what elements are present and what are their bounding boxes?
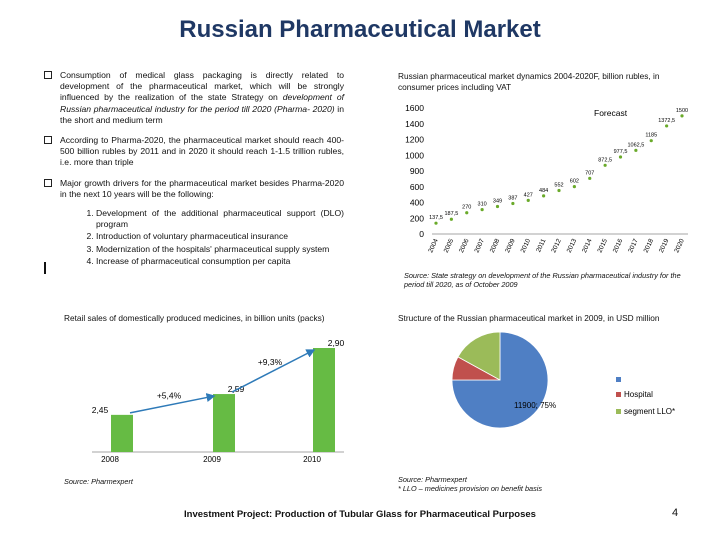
- forecast-label: Forecast: [594, 108, 628, 118]
- x-tick-label: 2007: [473, 237, 486, 254]
- market-structure-source: [398, 475, 542, 493]
- y-tick-label: 900: [409, 166, 424, 176]
- data-label: 187,5: [444, 211, 459, 218]
- retail-sales-source: Source: Pharmexpert: [64, 477, 133, 486]
- bullet-3-text: Major growth drivers for the pharmaceutical market besides Pharma-2020 in the next 10 years will be the following:: [60, 177, 344, 199]
- data-point: [542, 194, 545, 197]
- bar-value-label: 2,90: [327, 338, 345, 348]
- data-point: [496, 205, 499, 208]
- x-tick-label: 2018: [642, 237, 656, 254]
- bullet-3: [44, 178, 344, 267]
- data-point: [573, 185, 576, 188]
- category-label: 2009: [203, 455, 221, 464]
- data-label: 310: [477, 201, 487, 208]
- y-tick-label: 1400: [405, 118, 424, 129]
- x-tick-label: 2008: [488, 237, 502, 254]
- x-tick-label: 2017: [627, 237, 640, 254]
- data-point: [450, 218, 453, 221]
- market-structure-title: Structure of the Russian pharmaceutical market in 2009, in USD million: [398, 313, 660, 323]
- legend-swatch: [616, 409, 621, 414]
- footer-text: Investment Project: Production of Tubular Glass for Pharmaceutical Purposes: [184, 509, 536, 520]
- driver-item: 3. Modernization of the hospitals' pharmaceutical supply system: [96, 244, 344, 255]
- data-label: 602: [569, 178, 579, 185]
- page-number: 4: [672, 507, 679, 519]
- bullet-list: [44, 70, 344, 276]
- legend-label: Hospital: [624, 390, 653, 399]
- market-structure-chart: [398, 330, 718, 470]
- x-tick-label: 2013: [565, 237, 579, 254]
- data-point: [511, 202, 514, 205]
- driver-item: 4. Increase of pharmaceutical consumption per capita: [96, 256, 344, 267]
- bar-value-label: 2,59: [227, 384, 245, 395]
- data-label: 1372,5: [658, 117, 676, 124]
- cursor-mark: [44, 262, 46, 274]
- data-label: 427: [523, 192, 533, 199]
- data-label: 387: [508, 195, 518, 202]
- data-label: 977,5: [613, 149, 628, 156]
- x-tick-label: 2006: [458, 237, 471, 254]
- x-tick-label: 2020: [673, 237, 686, 254]
- data-point: [588, 177, 591, 180]
- x-tick-label: 2011: [535, 237, 548, 254]
- x-tick-label: 2010: [519, 237, 533, 254]
- market-dynamics-source: Source: State strategy on development of the Russian pharmaceutical industry for the period till 2020, as of October 2009: [404, 271, 681, 289]
- market-dynamics-chart: [398, 96, 698, 270]
- category-label: 2010: [303, 455, 321, 464]
- data-label: 137,5: [429, 215, 443, 222]
- bullet-2-text: According to Pharma-2020, the pharmaceutical market should reach 400-500 billion rubles by 2011 and in 2020 it should reach 1-1.5 trillion rubles, i.e. more than triple: [60, 135, 344, 168]
- bullet-1-text: Consumption of medical glass packaging is directly related to development of the pharmaceutical market, which will be strongly influenced by the realization of the state Strategy on: [60, 70, 344, 103]
- driver-item: 2. Introduction of voluntary pharmaceutical insurance: [96, 231, 344, 242]
- data-point: [604, 164, 607, 167]
- slide-title: Russian Pharmaceutical Market: [179, 16, 541, 43]
- llo-footnote: * LLO – medicines provision on benefit basis: [398, 484, 542, 493]
- category-label: 2008: [101, 455, 119, 464]
- data-label: 349: [492, 198, 503, 205]
- bar: [111, 415, 133, 452]
- market-dynamics-title: Russian pharmaceutical market dynamics 2004-2020F, billion rubles, in consumer prices including VAT: [398, 71, 660, 92]
- data-label: 1062,5: [627, 142, 645, 149]
- data-label: 1500: [675, 107, 689, 114]
- growth-label: +5,4%: [156, 390, 182, 401]
- data-label: 552: [554, 182, 564, 189]
- x-tick-label: 2005: [442, 237, 456, 254]
- data-label: 707: [585, 170, 595, 177]
- x-tick-label: 2009: [504, 237, 517, 254]
- data-label: 270: [462, 204, 472, 211]
- legend-swatch: [616, 377, 621, 382]
- x-tick-label: 2015: [596, 237, 609, 254]
- checkbox-bullet-icon: [44, 71, 52, 79]
- bullet-1-suffix: in the short and medium term: [60, 103, 344, 125]
- x-tick-label: 2019: [657, 237, 671, 254]
- legend-swatch: [616, 392, 621, 397]
- y-tick-label: 1200: [405, 134, 424, 145]
- data-point: [557, 189, 560, 192]
- data-point: [619, 155, 622, 158]
- pie-slice-label: 11900; 75%: [514, 401, 557, 410]
- data-label: 872,5: [598, 157, 613, 164]
- x-tick-label: 2004: [427, 237, 440, 254]
- y-tick-label: 1600: [405, 103, 424, 113]
- x-tick-label: 2014: [581, 237, 594, 254]
- data-point: [680, 114, 683, 117]
- x-tick-label: 2016: [611, 237, 625, 254]
- growth-drivers-list: [78, 208, 344, 267]
- checkbox-bullet-icon: [44, 179, 52, 187]
- data-point: [665, 124, 668, 127]
- retail-sales-title: Retail sales of domestically produced medicines, in billion units (packs): [64, 313, 325, 323]
- bar: [213, 394, 235, 452]
- y-tick-label: 1000: [405, 150, 424, 161]
- driver-item: 1. Development of the additional pharmaceutical support (DLO) program: [96, 208, 344, 230]
- data-point: [634, 149, 637, 152]
- data-label: 1185: [645, 132, 658, 139]
- bar: [313, 348, 335, 452]
- data-point: [434, 222, 437, 225]
- data-point: [465, 211, 468, 214]
- bar-value-label: 2,45: [91, 404, 109, 415]
- y-tick-label: 400: [409, 197, 424, 208]
- x-tick-label: 2012: [550, 237, 563, 254]
- y-tick-label: 200: [409, 213, 424, 224]
- data-point: [481, 208, 484, 211]
- data-label: 484: [539, 187, 549, 194]
- retail-sales-chart: [64, 330, 364, 468]
- checkbox-bullet-icon: [44, 136, 52, 144]
- y-tick-label: 0: [419, 229, 424, 239]
- y-tick-label: 600: [409, 181, 424, 192]
- legend-label: segment LLO*: [624, 407, 676, 416]
- data-point: [650, 139, 653, 142]
- bullet-1: [44, 70, 344, 126]
- bullet-2: [44, 135, 344, 169]
- bullet-1-italic: development of Russian pharmaceutical industry for the period till 2020 (Pharma- 2020): [60, 92, 345, 114]
- data-point: [527, 199, 530, 202]
- source-text: Source: Pharmexpert: [398, 475, 467, 484]
- growth-label: +9,3%: [257, 357, 283, 368]
